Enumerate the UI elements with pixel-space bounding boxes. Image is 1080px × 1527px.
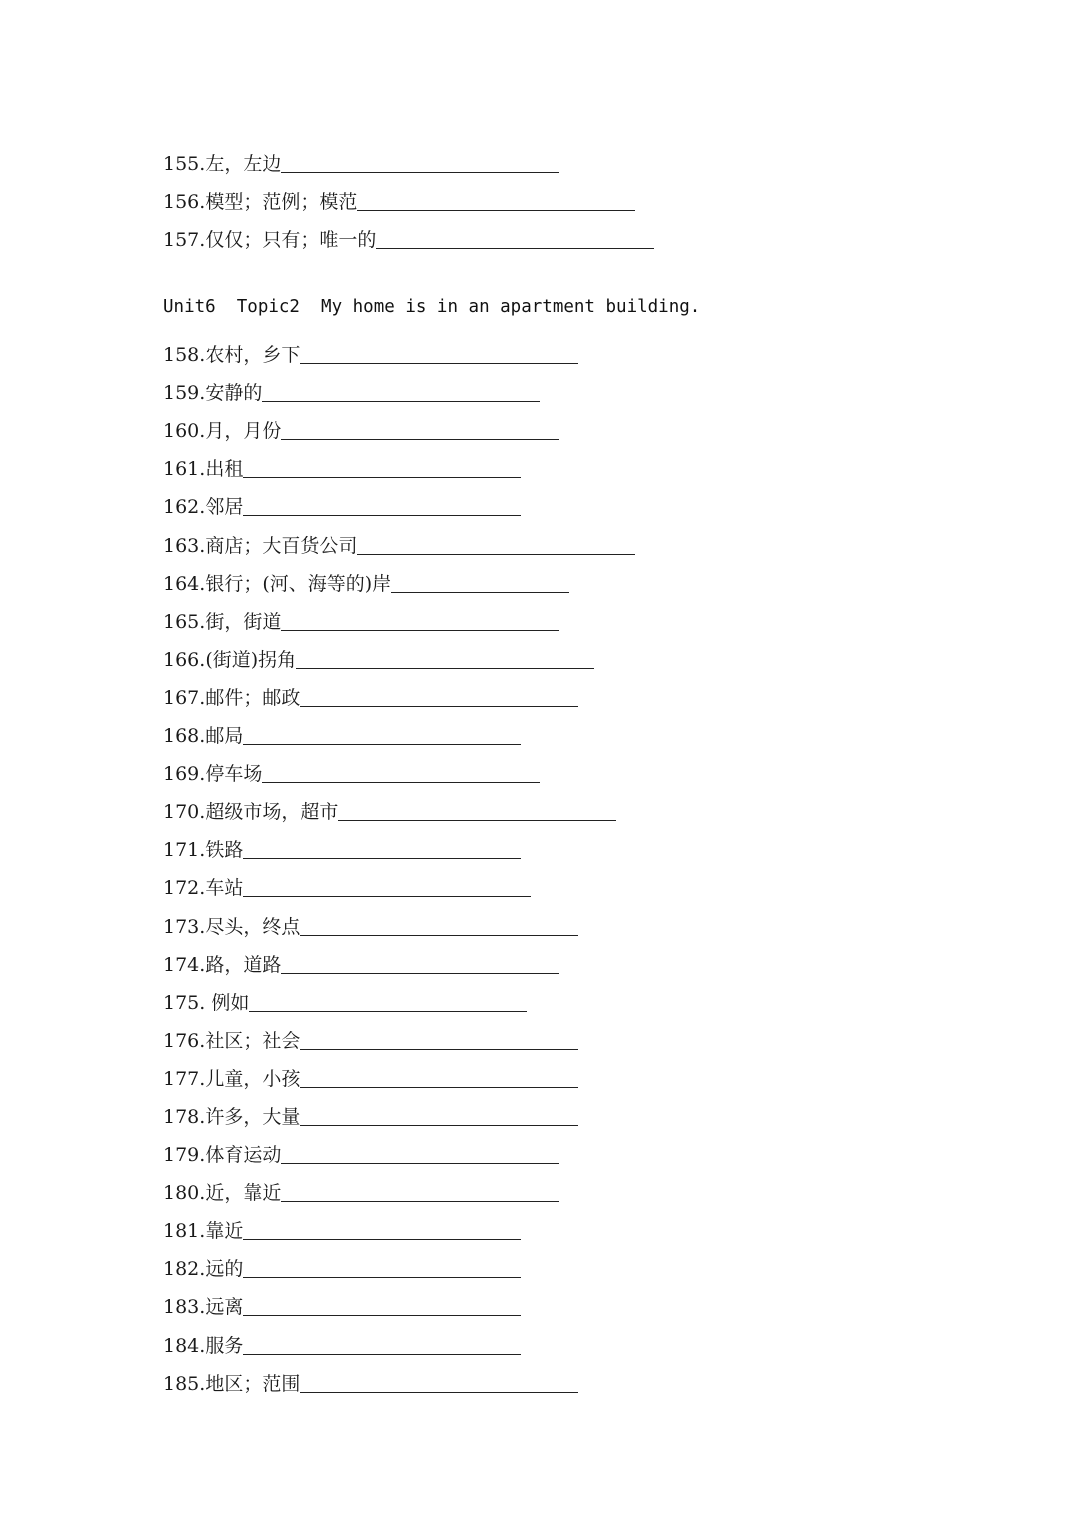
item-number: 157.	[163, 229, 206, 252]
item-term: 安静的	[205, 382, 263, 405]
item-number: 170.	[163, 801, 206, 824]
item-term: 商店；大百货公司	[205, 534, 358, 557]
answer-blank[interactable]	[300, 1087, 578, 1088]
answer-blank[interactable]	[296, 668, 594, 669]
answer-blank[interactable]	[243, 1277, 521, 1278]
answer-blank[interactable]	[243, 515, 521, 516]
item-term: 儿童，小孩	[205, 1067, 301, 1090]
item-number: 176.	[163, 1029, 206, 1052]
item-number: 156.	[163, 191, 206, 214]
item-term: 车站	[205, 877, 244, 900]
item-number: 184.	[163, 1334, 206, 1357]
item-term: 邮件；邮政	[205, 686, 301, 709]
answer-blank[interactable]	[249, 1011, 527, 1012]
list-item	[163, 976, 723, 1014]
list-item	[163, 1090, 723, 1128]
vocab-list-unit6-topic1-end	[163, 137, 723, 251]
list-item	[163, 1280, 723, 1318]
item-term: 服务	[205, 1334, 244, 1357]
item-number: 178.	[163, 1105, 206, 1128]
answer-blank[interactable]	[243, 477, 521, 478]
item-number: 185.	[163, 1372, 206, 1395]
item-number: 164.	[163, 572, 206, 595]
list-item	[163, 1166, 723, 1204]
list-item	[163, 747, 723, 785]
item-term: 尽头，终点	[205, 915, 301, 938]
item-term: 月，月份	[205, 420, 282, 443]
item-term: 左，左边	[205, 153, 282, 176]
answer-blank[interactable]	[391, 592, 569, 593]
item-term: 出租	[205, 458, 244, 481]
answer-blank[interactable]	[376, 248, 654, 249]
answer-blank[interactable]	[281, 439, 559, 440]
item-term: 仅仅；只有；唯一的	[205, 229, 377, 252]
item-term: 邻居	[205, 496, 244, 519]
list-item	[163, 175, 723, 213]
answer-blank[interactable]	[357, 210, 635, 211]
list-item	[163, 861, 723, 899]
answer-blank[interactable]	[300, 1392, 578, 1393]
list-item	[163, 366, 723, 404]
answer-blank[interactable]	[357, 554, 635, 555]
list-item	[163, 328, 723, 366]
list-item	[163, 1357, 723, 1395]
item-term: 远离	[205, 1296, 244, 1319]
list-item	[163, 899, 723, 937]
item-number: 169.	[163, 763, 206, 786]
answer-blank[interactable]	[300, 706, 578, 707]
item-number: 173.	[163, 915, 206, 938]
item-term: 农村，乡下	[205, 344, 301, 367]
item-term: 例如	[205, 991, 250, 1014]
item-number: 177.	[163, 1067, 206, 1090]
answer-blank[interactable]	[281, 973, 559, 974]
list-item	[163, 1318, 723, 1356]
answer-blank[interactable]	[281, 172, 559, 173]
answer-blank[interactable]	[300, 363, 578, 364]
answer-blank[interactable]	[338, 820, 616, 821]
item-number: 166.	[163, 648, 206, 671]
item-number: 181.	[163, 1220, 206, 1243]
answer-blank[interactable]	[300, 1125, 578, 1126]
list-item	[163, 823, 723, 861]
item-term: 地区；范围	[205, 1372, 301, 1395]
answer-blank[interactable]	[262, 782, 540, 783]
item-number: 165.	[163, 610, 206, 633]
answer-blank[interactable]	[281, 1163, 559, 1164]
item-number: 159.	[163, 382, 206, 405]
answer-blank[interactable]	[281, 630, 559, 631]
item-term: 铁路	[205, 839, 244, 862]
answer-blank[interactable]	[281, 1201, 559, 1202]
item-number: 171.	[163, 839, 206, 862]
answer-blank[interactable]	[243, 896, 531, 897]
list-item	[163, 1014, 723, 1052]
list-item	[163, 785, 723, 823]
list-item	[163, 1052, 723, 1090]
item-number: 162.	[163, 496, 206, 519]
item-number: 158.	[163, 344, 206, 367]
item-term: 远的	[205, 1258, 244, 1281]
item-term: 邮局	[205, 725, 244, 748]
item-number: 161.	[163, 458, 206, 481]
item-number: 182.	[163, 1258, 206, 1281]
item-number: 160.	[163, 420, 206, 443]
answer-blank[interactable]	[243, 1315, 521, 1316]
item-number: 183.	[163, 1296, 206, 1319]
answer-blank[interactable]	[243, 1354, 521, 1355]
answer-blank[interactable]	[262, 401, 540, 402]
item-number: 155.	[163, 153, 206, 176]
item-term: (街道)拐角	[205, 648, 297, 671]
list-item	[163, 442, 723, 480]
list-item	[163, 1242, 723, 1280]
item-term: 体育运动	[205, 1144, 282, 1167]
item-term: 路，道路	[205, 953, 282, 976]
list-item	[163, 671, 723, 709]
list-item	[163, 633, 723, 671]
list-item	[163, 404, 723, 442]
item-term: 模型；范例；模范	[205, 191, 358, 214]
answer-blank[interactable]	[300, 1049, 578, 1050]
item-term: 靠近	[205, 1220, 244, 1243]
list-item	[163, 480, 723, 518]
section-heading: Unit6 Topic2 My home is in an apartment building.	[163, 297, 701, 317]
list-item	[163, 938, 723, 976]
answer-blank[interactable]	[243, 858, 521, 859]
list-item	[163, 518, 723, 556]
list-item	[163, 213, 723, 251]
item-term: 停车场	[205, 763, 263, 786]
item-term: 超级市场，超市	[205, 801, 339, 824]
list-item	[163, 1204, 723, 1242]
item-number: 172.	[163, 877, 206, 900]
item-number: 163.	[163, 534, 206, 557]
list-item	[163, 137, 723, 175]
item-number: 175.	[163, 991, 206, 1014]
item-number: 167.	[163, 686, 206, 709]
list-item	[163, 1128, 723, 1166]
item-term: 许多，大量	[205, 1105, 301, 1128]
item-term: 银行；(河、海等的)岸	[205, 572, 392, 595]
item-term: 街，街道	[205, 610, 282, 633]
list-item	[163, 557, 723, 595]
list-item	[163, 595, 723, 633]
item-term: 社区；社会	[205, 1029, 301, 1052]
answer-blank[interactable]	[300, 935, 578, 936]
answer-blank[interactable]	[243, 744, 521, 745]
vocab-list-unit6-topic2	[163, 328, 723, 1395]
item-number: 179.	[163, 1144, 206, 1167]
item-number: 174.	[163, 953, 206, 976]
item-number: 168.	[163, 725, 206, 748]
list-item	[163, 709, 723, 747]
answer-blank[interactable]	[243, 1239, 521, 1240]
item-term: 近，靠近	[205, 1182, 282, 1205]
item-number: 180.	[163, 1182, 206, 1205]
